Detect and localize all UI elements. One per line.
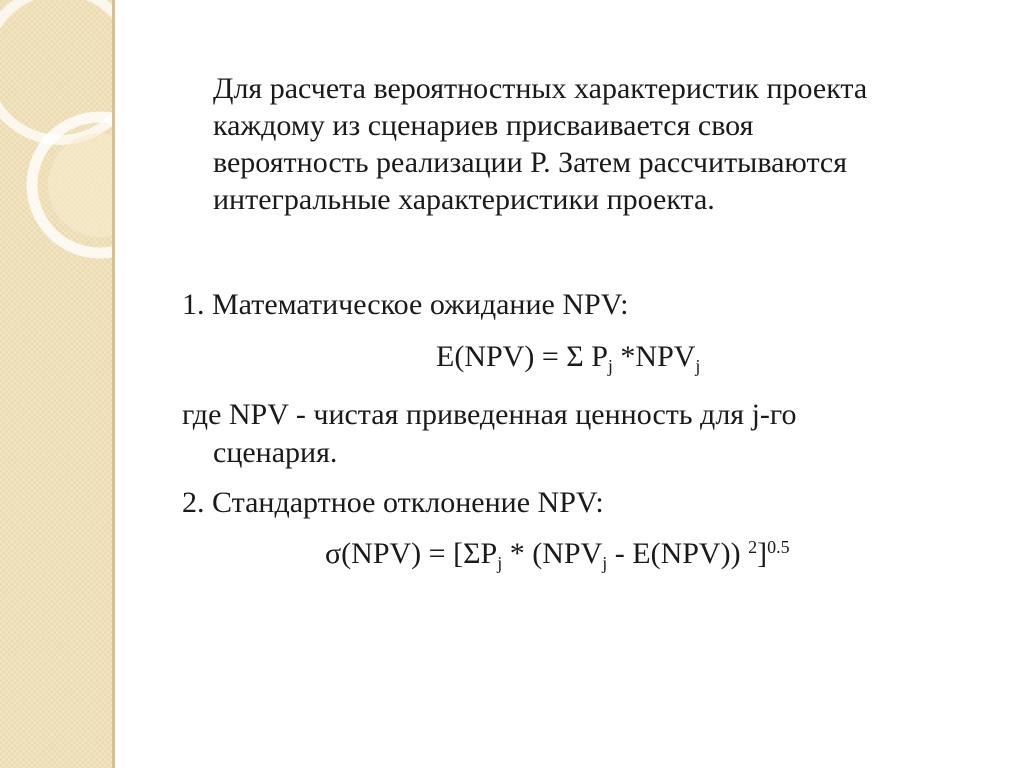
formula1-sub-j: j (695, 356, 701, 376)
item1-heading: 1. Математическое ожидание NPV: (182, 288, 629, 321)
intro-paragraph (213, 70, 867, 218)
where-line-1: где NPV - чистая приведенная ценность для j-го (182, 398, 797, 431)
intro-line: вероятность реализации Р. Затем рассчитываются (213, 146, 848, 179)
formula2-part1: σ(NPV) = [ΣP (325, 537, 498, 570)
formula1-sub-j: j (607, 356, 613, 376)
side-band-edge (112, 0, 115, 768)
formula1-mid: *NPV (612, 340, 696, 373)
intro-line: интегральные характеристики проекта. (213, 183, 715, 216)
std-deviation-formula (325, 535, 790, 572)
item2-heading: 2. Стандартное отклонение NPV: (182, 486, 604, 519)
formula2-part4: ] (757, 537, 768, 570)
intro-line: Для расчета вероятностных характеристик проекта (213, 72, 868, 105)
formula1-lhs: E(NPV) = Σ P (436, 340, 608, 373)
formula2-sub-j: j (602, 553, 608, 573)
formula2-sup-2: 2 (748, 537, 758, 557)
formula2-sup-exp: 0.5 (767, 537, 790, 557)
formula2-sub-j: j (497, 553, 503, 573)
decorative-side-band (0, 0, 112, 768)
intro-line: каждому из сценариев присваивается своя (213, 109, 754, 142)
decorative-rings-icon (0, 0, 112, 768)
expected-value-formula (436, 338, 700, 375)
formula2-part2: * (NPV (502, 537, 603, 570)
where-line-2: сценария. (213, 436, 338, 469)
formula2-part3: - E(NPV)) (607, 537, 749, 570)
